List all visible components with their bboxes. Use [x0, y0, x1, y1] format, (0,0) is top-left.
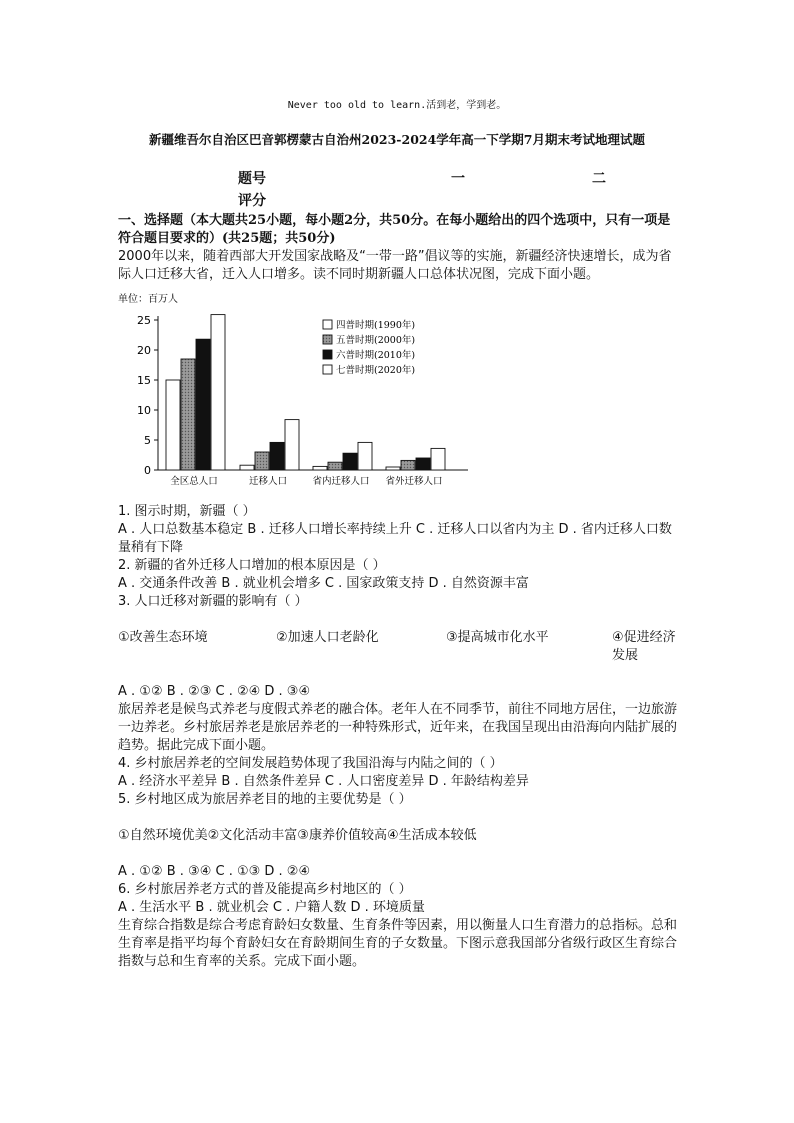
question-3-options: A . ①② B . ②③ C . ②④ D . ③④ [118, 684, 311, 699]
legend-swatch [323, 335, 332, 344]
question-1-stem: 1. 图示时期，新疆（ ） [118, 504, 256, 519]
legend-swatch [323, 365, 332, 374]
question-1-options: A . 人口总数基本稳定 B . 迁移人口增长率持续上升 C . 迁移人口以省内为主 D . 省内迁移人口数量稍有下降 [118, 522, 672, 555]
section-heading: 一、选择题（本大题共25小题，每小题2分，共50分。在每小题给出的四个选项中，只有一项是符合题目要求的）(共25题；共50分) [118, 213, 671, 246]
passage-3: 生育综合指数是综合考虑育龄妇女数量、生育条件等因素，用以衡量人口生育潜力的总指标。总和生育率是指平均每个育龄妇女在育龄期间生育的子女数量。下图示意我国部分省级行政区生育综合指数与总和生育率的关系。完成下面小题。 [118, 918, 678, 969]
question-5-items: ①自然环境优美②文化活动丰富③康养价值较高④生活成本较低 [118, 828, 477, 843]
y-tick-label: 25 [137, 314, 151, 327]
question-2-options: A . 交通条件改善 B . 就业机会增多 C . 国家政策支持 D . 自然资源丰富 [118, 576, 529, 591]
legend-swatch [323, 320, 332, 329]
passage-1: 2000年以来，随着西部大开发国家战略及“一带一路”倡议等的实施，新疆经济快速增长，成为省际人口迁移大省，迁入人口增多。读不同时期新疆人口总体状况图，完成下面小题。 [118, 249, 672, 282]
bar [270, 442, 284, 470]
bar [401, 460, 415, 470]
bar [240, 465, 254, 470]
q3-item-2: ②加速人口老龄化 [276, 630, 379, 645]
bar [416, 458, 430, 470]
question-2-stem: 2. 新疆的省外迁移人口增加的根本原因是（ ） [118, 558, 386, 573]
question-4-stem: 4. 乡村旅居养老的空间发展趋势体现了我国沿海与内陆之间的（ ） [118, 756, 503, 771]
x-category-label: 迁移人口 [248, 476, 288, 487]
y-tick-label: 20 [137, 344, 151, 357]
bar [313, 466, 327, 470]
y-axis-unit-label: 单位：百万人 [118, 294, 178, 305]
legend-label: 四普时期(1990年) [336, 320, 416, 331]
bar [343, 453, 357, 470]
score-row-label: 题号 [238, 171, 266, 187]
bar [386, 467, 400, 470]
legend-label: 五普时期(2000年) [336, 335, 416, 346]
bar [328, 462, 342, 470]
question-6-options: A . 生活水平 B . 就业机会 C . 户籍人数 D . 环境质量 [118, 900, 425, 915]
motto: Never too old to learn.活到老，学到老。 [287, 100, 507, 111]
score-col-2: 二 [592, 171, 606, 187]
population-chart [118, 292, 478, 497]
score-row2-label: 评分 [238, 193, 266, 209]
bar [431, 448, 445, 470]
question-3-items [118, 629, 678, 665]
bar-chart-svg [118, 292, 478, 497]
legend-label: 七普时期(2020年) [336, 365, 416, 376]
bar [166, 380, 180, 470]
q3-item-1: ①改善生态环境 [118, 630, 208, 645]
q3-item-4: ④促进经济发展 [612, 630, 676, 663]
x-category-label: 省内迁移人口 [312, 476, 370, 487]
y-tick-label: 5 [144, 434, 151, 447]
bar [211, 315, 225, 470]
bar [358, 442, 372, 470]
question-5-stem: 5. 乡村地区成为旅居养老目的地的主要优势是（ ） [118, 792, 412, 807]
x-category-label: 全区总人口 [170, 476, 218, 487]
bar [285, 420, 299, 470]
question-body [118, 212, 678, 971]
legend-label: 六普时期(2010年) [336, 350, 416, 361]
bar [196, 339, 210, 470]
passage-2: 旅居养老是候鸟式养老与度假式养老的融合体。老年人在不同季节，前往不同地方居住，一边旅游一边养老。乡村旅居养老是旅居养老的一种特殊形式，近年来，在我国呈现出由沿海向内陆扩展的趋势。据此完成下面小题。 [118, 702, 678, 753]
question-5-options: A . ①② B . ③④ C . ①③ D . ②④ [118, 864, 311, 879]
page-title: 新疆维吾尔自治区巴音郭楞蒙古自治州2023-2024学年高一下学期7月期末考试地理试题 [149, 132, 645, 147]
y-tick-label: 15 [137, 374, 151, 387]
x-category-label: 省外迁移人口 [385, 476, 443, 487]
question-4-options: A . 经济水平差异 B . 自然条件差异 C . 人口密度差异 D . 年龄结构差异 [118, 774, 529, 789]
question-6-stem: 6. 乡村旅居养老方式的普及能提高乡村地区的（ ） [118, 882, 412, 897]
y-tick-label: 10 [137, 404, 151, 417]
bar [255, 452, 269, 470]
bar [181, 359, 195, 470]
score-col-1: 一 [451, 171, 465, 187]
q3-item-3: ③提高城市化水平 [446, 630, 549, 645]
legend-swatch [323, 350, 332, 359]
question-3-stem: 3. 人口迁移对新疆的影响有（ ） [118, 594, 308, 609]
y-tick-label: 0 [144, 464, 151, 477]
